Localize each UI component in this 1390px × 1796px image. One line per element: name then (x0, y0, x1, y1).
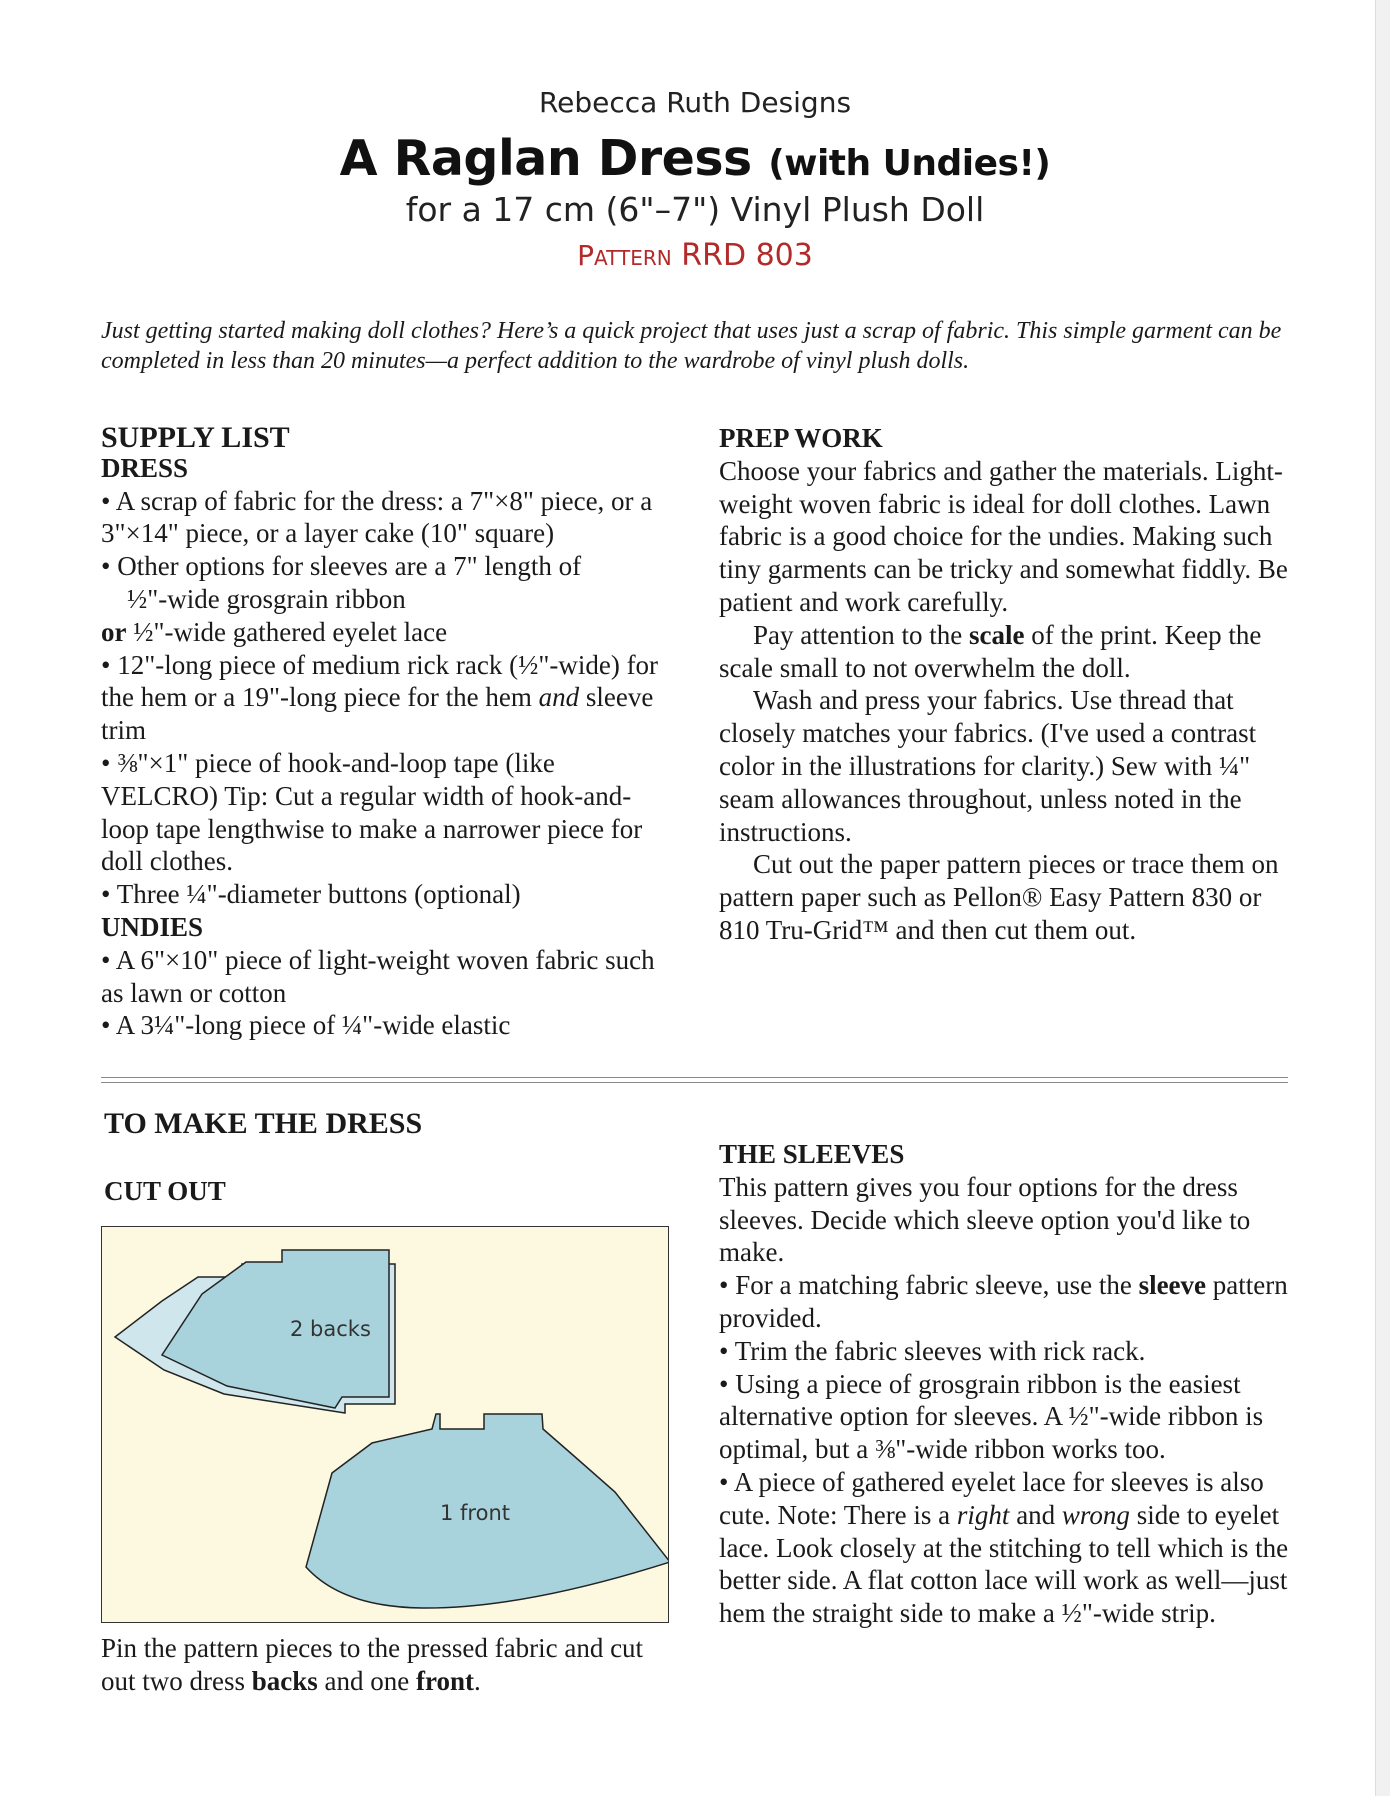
sleeves-paragraph: This pattern gives you four options for the dress sleeves. Decide which sleeve option you'd like to make. (719, 1171, 1251, 1268)
backs-label: 2 backs (290, 1317, 371, 1341)
rickrack-text: • 12"-long piece of medium rick rack (½"-wide) for the hem or a 19"-long piece for the hem (101, 649, 659, 713)
figure-caption (101, 1632, 681, 1698)
list-item: • Three ¼"-diameter buttons (optional) (101, 879, 521, 910)
supply-heading: SUPPLY LIST (101, 421, 290, 454)
list-item: • Trim the fabric sleeves with rick rack. (719, 1335, 1146, 1366)
divider (101, 1082, 1288, 1083)
intro-text: Just getting started making doll clothes? Here’s a quick project that uses just a scrap of fabric. This simple garment can be completed in less than 20 minutes—a perfect addition to the wardrobe of vinyl plush dolls. (101, 318, 1282, 374)
prep-paragraph: Wash and press your fabrics. Use thread that closely matches your fabrics. (I've used a contrast color in the illustrations for clarity.) Sew with ¼" seam allowances throughout, unless noted in the instructions. (719, 685, 1257, 847)
front-label: 1 front (440, 1501, 510, 1525)
prep-paragraph (719, 619, 1289, 685)
caption-text: Pin the pattern pieces to the pressed fabric and cut out two dress (101, 1633, 644, 1696)
prep-paragraph: Cut out the paper pattern pieces or trace them on pattern paper such as Pellon® Easy Pattern 830 or 810 Tru-Grid™ and then cut them out. (719, 849, 1279, 945)
sleeves-heading: THE SLEEVES (719, 1139, 905, 1169)
list-item (101, 649, 671, 747)
make-heading: TO MAKE THE DRESS (104, 1107, 423, 1140)
cut-heading: CUT OUT (104, 1176, 226, 1206)
page-subtitle: for a 17 cm (6"–7") Vinyl Plush Doll (405, 190, 985, 229)
divider (101, 1077, 1288, 1078)
prep-bold: scale (968, 619, 1025, 650)
sleeves-italic: right (956, 1499, 1010, 1530)
caption-text: . (474, 1666, 481, 1696)
list-item (719, 1466, 1291, 1630)
pattern-pieces-svg (102, 1227, 668, 1622)
caption-bold: backs (251, 1666, 318, 1696)
prep-heading: PREP WORK (719, 423, 883, 453)
page-title (0, 130, 1390, 187)
sleeves-bold: sleeve (1138, 1270, 1207, 1301)
prep-text: Pay attention to the (753, 619, 969, 650)
rickrack-text-end: sleeve trim (101, 682, 654, 746)
list-item: • Other options for sleeves are a 7" length of (101, 551, 582, 582)
list-item: • Using a piece of grosgrain ribbon is the easiest alternative option for sleeves. A ½"-wide ribbon is optimal, but a ⅜"-wide ribbon works too. (719, 1368, 1264, 1465)
prep-text: of the print. Keep the scale small to not overwhelm the doll. (719, 619, 1262, 683)
prep-work (719, 422, 1289, 947)
list-item: • ⅜"×1" piece of hook-and-loop tape (like VELCRO) Tip: Cut a regular width of hook-and-loop tape lengthwise to make a narrower piece for doll clothes. (101, 747, 643, 877)
or-word: or (101, 616, 127, 647)
list-item: ½"-wide grosgrain ribbon (127, 583, 406, 614)
sleeves-text: • For a matching fabric sleeve, use the (719, 1270, 1139, 1301)
caption-text: and one (317, 1666, 416, 1696)
sleeves-text: side to eyelet lace. Look closely at the stitching to tell which is the better side. A flat cotton lace will work as well—just hem the straight side to make a ½"-wide strip. (719, 1499, 1289, 1629)
sleeves-text: pattern provided. (719, 1270, 1288, 1333)
list-item (101, 616, 671, 649)
or-text: ½"-wide gathered eyelet lace (126, 616, 448, 647)
prep-paragraph: Choose your fabrics and gather the materials. Light-weight woven fabric is ideal for doll clothes. Lawn fabric is a good choice for the undies. Making such tiny garments can be tricky and somewhat fiddly. Be patient and work carefully. (719, 455, 1288, 617)
list-item (719, 1269, 1291, 1335)
pattern-label: Pattern (577, 239, 672, 272)
title-main: A Raglan Dress (339, 130, 752, 187)
sleeves-text: • A piece of gathered eyelet lace for sleeves is also cute. Note: There is a (719, 1466, 1264, 1530)
sleeves-text: and (1009, 1499, 1062, 1530)
sleeves-section (719, 1138, 1291, 1630)
list-item: • A 3¼"-long piece of ¼"-wide elastic (101, 1010, 511, 1041)
caption-bold: front (416, 1666, 474, 1696)
pattern-code: RRD 803 (681, 238, 813, 273)
list-item: • A 6"×10" piece of light-weight woven fabric such as lawn or cotton (101, 944, 655, 1008)
pattern-layout-figure (101, 1226, 669, 1623)
rickrack-and: and (538, 682, 580, 713)
title-paren: (with Undies!) (768, 143, 1051, 184)
undies-heading: UNDIES (101, 911, 204, 942)
sleeves-italic: wrong (1061, 1499, 1130, 1530)
list-item: • A scrap of fabric for the dress: a 7"×8" piece, or a 3"×14" piece, or a layer cake (10" square) (101, 485, 653, 549)
brand-name: Rebecca Ruth Designs (538, 86, 852, 119)
pattern-id (0, 238, 1390, 273)
supply-list (101, 422, 671, 1042)
dress-heading: DRESS (101, 452, 189, 483)
